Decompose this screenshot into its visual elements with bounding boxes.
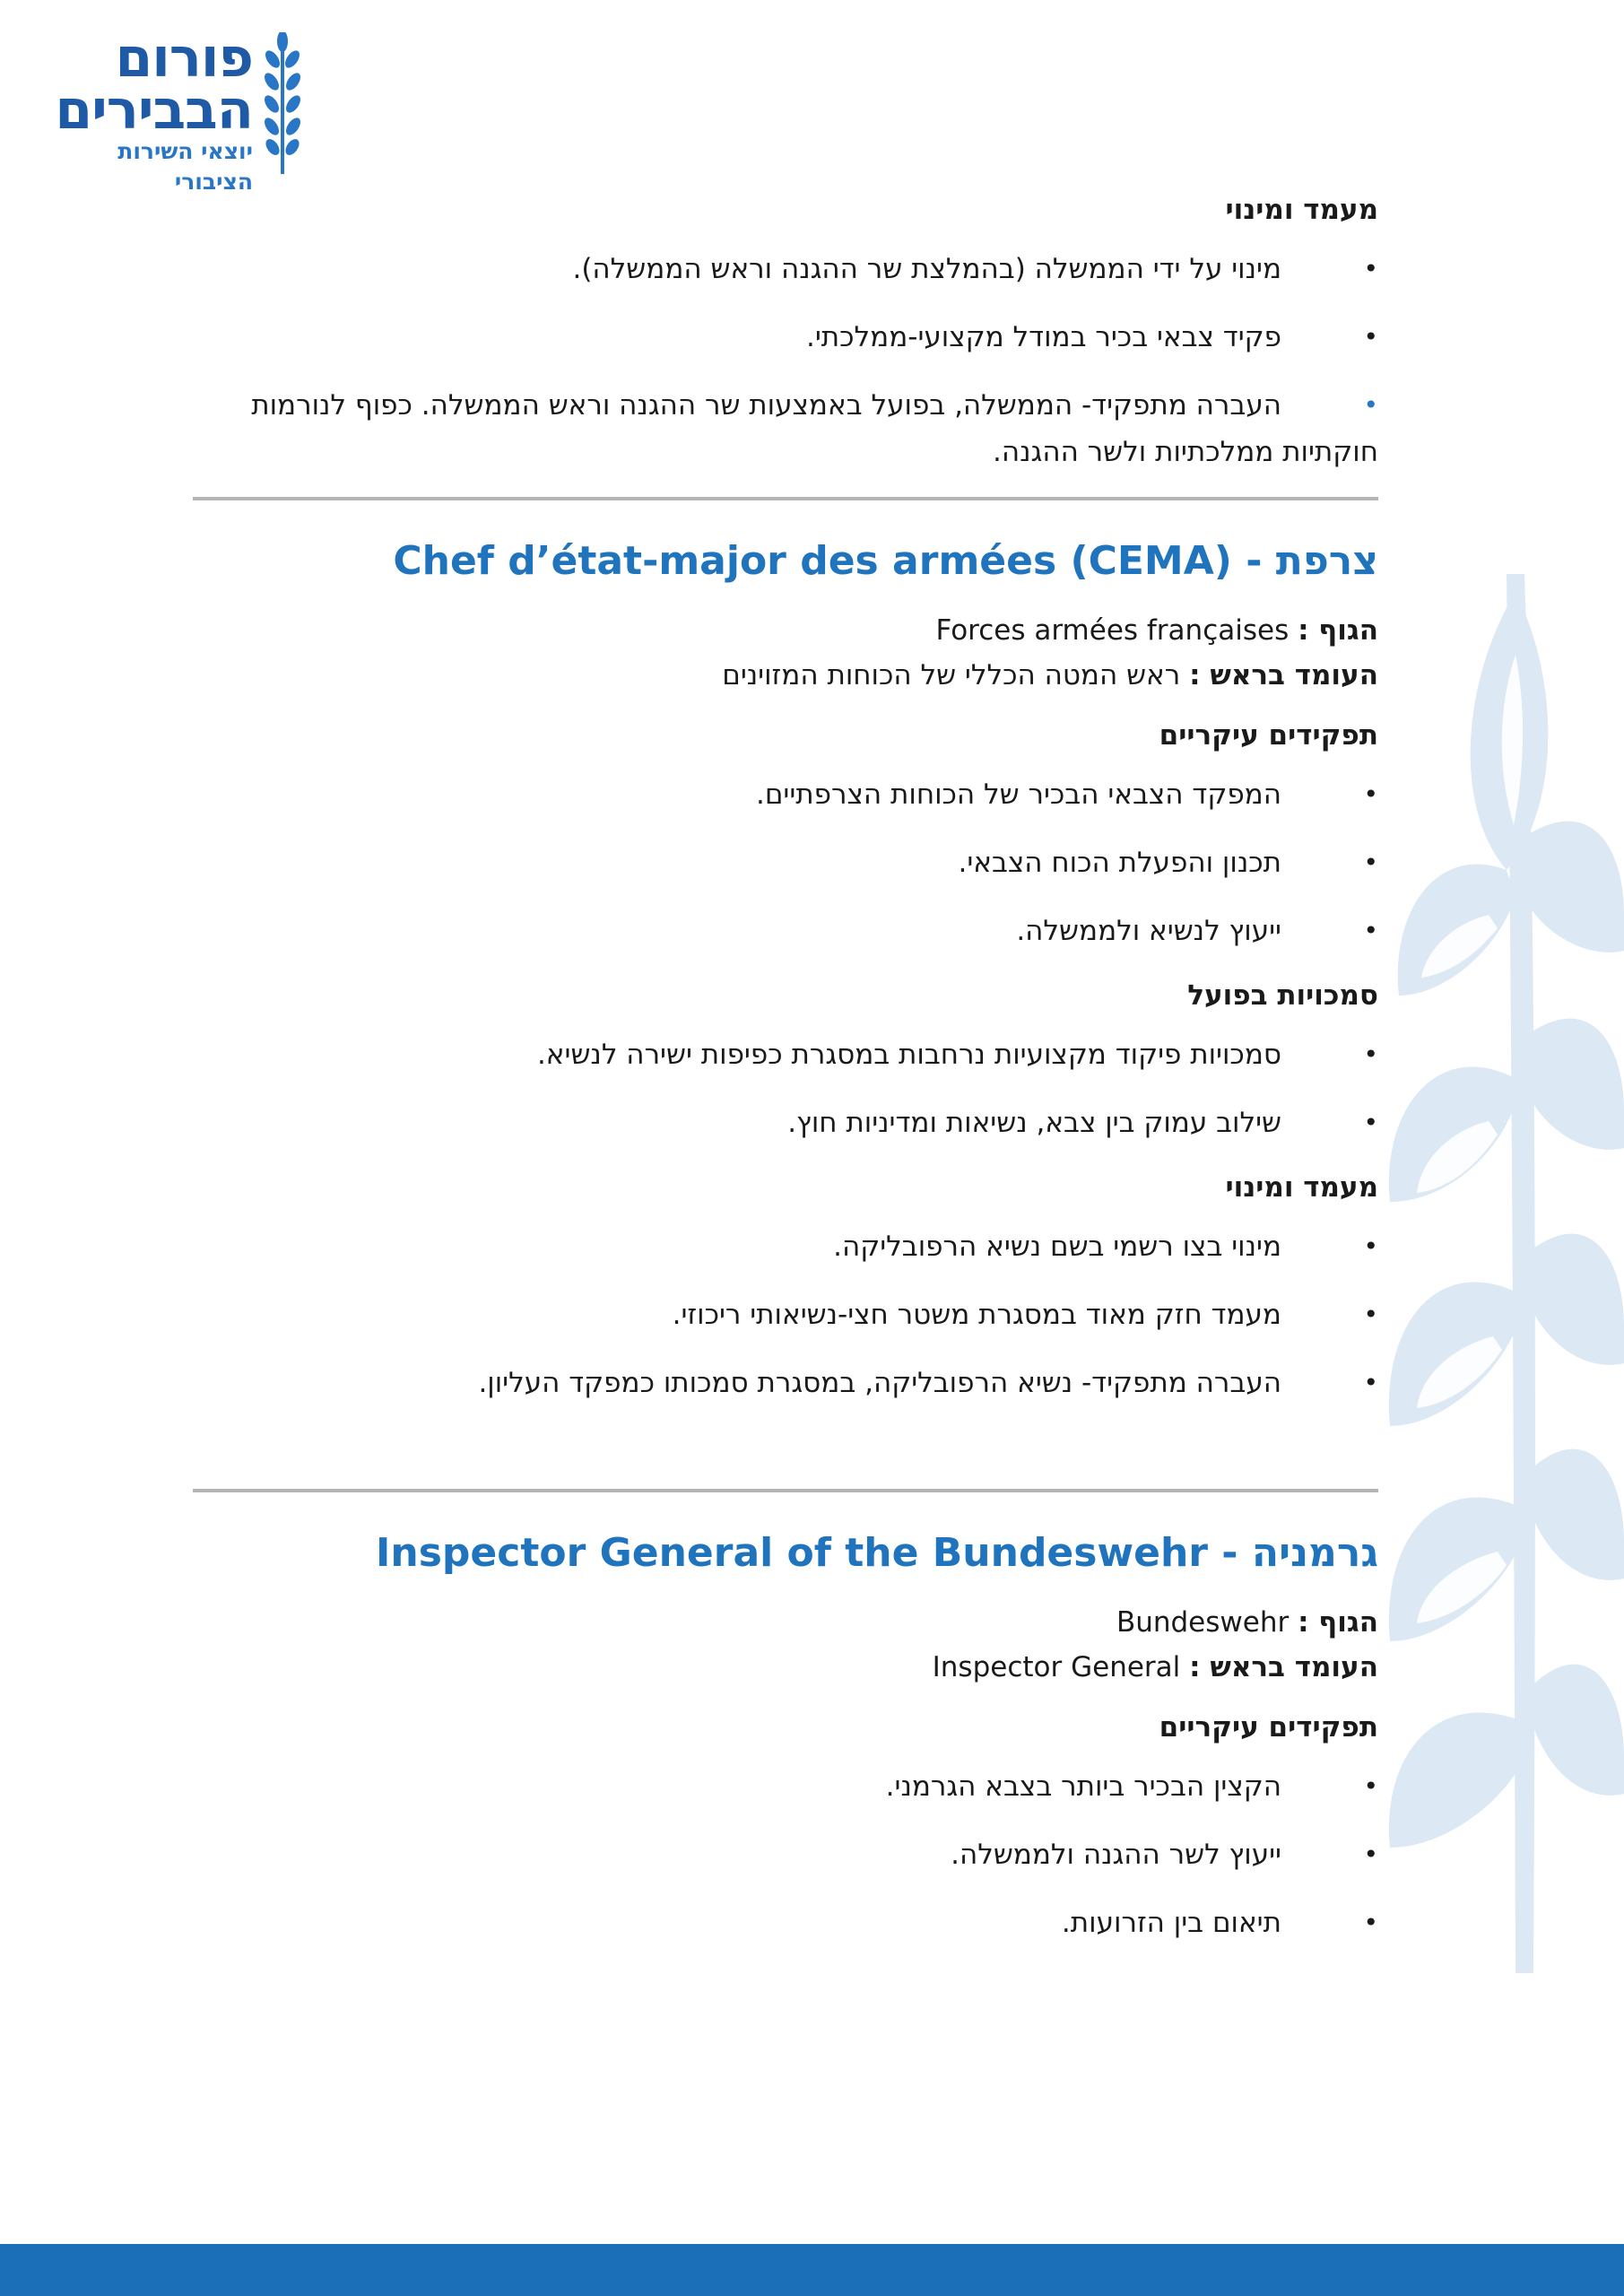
list-item: • פקיד צבאי בכיר במודל מקצועי-ממלכתי.: [193, 314, 1378, 361]
list-item: • ייעוץ לנשיא ולממשלה.: [193, 908, 1378, 954]
bullet-icon: •: [1363, 1368, 1378, 1397]
france-roles-list: [193, 771, 1378, 954]
germany-section-title: Inspector General of the Bundeswehr - גרמניה: [376, 1530, 1378, 1576]
status-heading-top: מעמד ומינוי: [1225, 194, 1378, 226]
footer-bar: [0, 2244, 1624, 2296]
list-item: • המפקד הצבאי הבכיר של הכוחות הצרפתיים.: [193, 771, 1378, 818]
logo-line-1: פורום: [115, 27, 253, 90]
france-powers-list: [193, 1031, 1378, 1146]
body-value: Bundeswehr: [1116, 1606, 1290, 1639]
list-item: • העברה מתפקיד- הממשלה, בפועל באמצעות שר ההגנה וראש הממשלה. כפוף לנורמות חוקתיות ממלכתיות ולשר ההגנה.: [193, 382, 1378, 475]
bullet-icon: •: [1363, 390, 1378, 420]
logo-wordmark: [36, 27, 253, 197]
section-divider: [193, 1489, 1378, 1492]
bullet-icon: •: [1363, 254, 1378, 283]
germany-head-line: [193, 1645, 1378, 1690]
list-item: • ייעוץ לשר ההגנה ולממשלה.: [193, 1831, 1378, 1878]
head-label: העומד בראש :: [1189, 1651, 1378, 1683]
olive-branch-icon: [260, 32, 305, 176]
body-label: הגוף :: [1298, 614, 1378, 647]
body-value: Forces armées françaises: [935, 614, 1290, 647]
status-list-top: [193, 246, 1378, 475]
logo-line-2: הבבירים: [55, 79, 253, 142]
bullet-icon: •: [1363, 322, 1378, 352]
document-body: [193, 190, 1378, 1968]
bullet-icon: •: [1363, 1108, 1378, 1137]
list-item: • מינוי על ידי הממשלה (בהמלצת שר ההגנה וראש הממשלה).: [193, 246, 1378, 292]
france-section-title: Chef d’état-major des armées (CEMA) - צרפת: [393, 538, 1378, 584]
logo-line-3: יוצאי השירות הציבורי: [117, 138, 253, 195]
bullet-icon: •: [1363, 916, 1378, 945]
bullet-icon: •: [1363, 1771, 1378, 1801]
bullet-icon: •: [1363, 779, 1378, 809]
head-label: העומד בראש :: [1189, 659, 1378, 691]
list-item: • העברה מתפקיד- נשיא הרפובליקה, במסגרת סמכותו כמפקד העליון.: [193, 1360, 1378, 1406]
list-item: • שילוב עמוק בין צבא, נשיאות ומדיניות חוץ.: [193, 1100, 1378, 1146]
list-item: • הקצין הבכיר ביותר בצבא הגרמני.: [193, 1763, 1378, 1810]
bullet-icon: •: [1363, 1039, 1378, 1069]
head-value: Inspector General: [932, 1651, 1181, 1683]
forum-logo: [36, 27, 305, 195]
bullet-icon: •: [1363, 848, 1378, 877]
list-item: • סמכויות פיקוד מקצועיות נרחבות במסגרת כפיפות ישירה לנשיא.: [193, 1031, 1378, 1078]
body-label: הגוף :: [1298, 1606, 1378, 1639]
section-divider: [193, 497, 1378, 500]
france-body-line: [193, 608, 1378, 653]
bullet-icon: •: [1363, 1231, 1378, 1261]
germany-roles-list: [193, 1763, 1378, 1946]
bullet-icon: •: [1363, 1908, 1378, 1937]
germany-roles-heading: תפקידים עיקריים: [1159, 1711, 1378, 1744]
france-powers-heading: סמכויות בפועל: [1187, 979, 1378, 1012]
head-value: ראש המטה הכללי של הכוחות המזוינים: [722, 659, 1181, 691]
list-item: • מעמד חזק מאוד במסגרת משטר חצי-נשיאותי ריכוזי.: [193, 1292, 1378, 1338]
france-roles-heading: תפקידים עיקריים: [1159, 719, 1378, 752]
germany-body-line: [193, 1600, 1378, 1645]
bullet-icon: •: [1363, 1839, 1378, 1869]
france-status-heading: מעמד ומינוי: [1225, 1171, 1378, 1204]
leaf-watermark-icon: [1381, 574, 1624, 1973]
france-status-list: [193, 1223, 1378, 1406]
bullet-icon: •: [1363, 1300, 1378, 1329]
france-head-line: [193, 653, 1378, 698]
list-item: • תכנון והפעלת הכוח הצבאי.: [193, 839, 1378, 886]
list-item: • תיאום בין הזרועות.: [193, 1900, 1378, 1946]
list-item: • מינוי בצו רשמי בשם נשיא הרפובליקה.: [193, 1223, 1378, 1270]
